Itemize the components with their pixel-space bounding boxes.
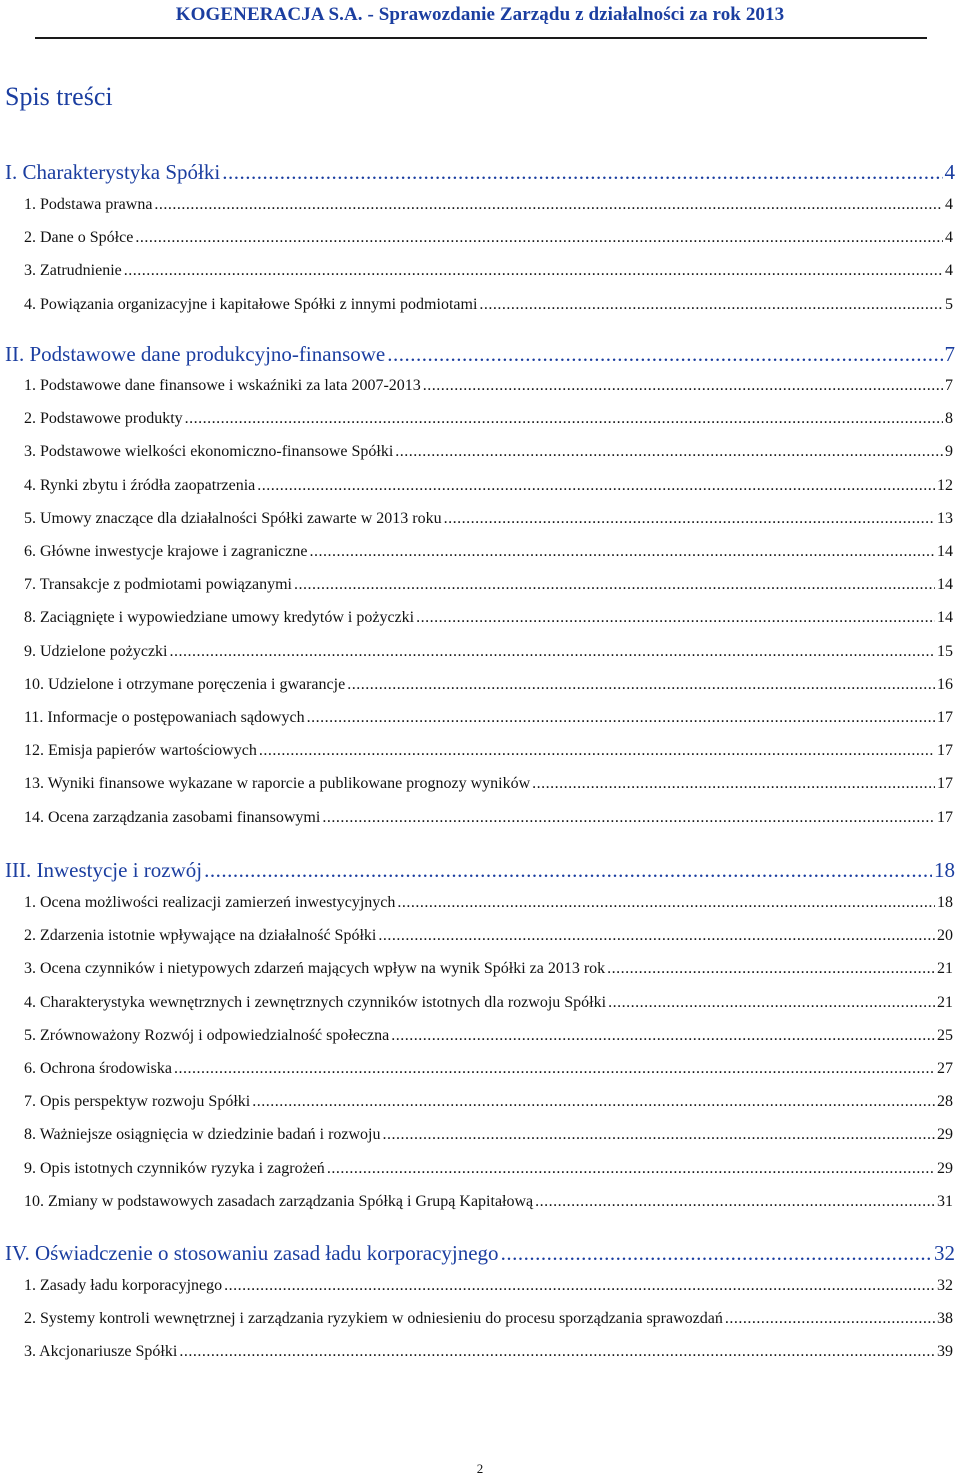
toc-entry-title: 3. Akcjonariusze Spółki xyxy=(24,1343,178,1360)
toc-entry-page: 4 xyxy=(944,160,955,184)
toc-entry-page: 29 xyxy=(937,1126,953,1143)
toc-item-entry[interactable] xyxy=(24,775,953,793)
dot-leader xyxy=(479,296,943,314)
toc-item-entry[interactable] xyxy=(24,262,953,280)
toc-item-entry[interactable] xyxy=(24,229,953,247)
dot-leader xyxy=(501,1241,932,1266)
toc-entry-page: 17 xyxy=(937,809,953,826)
toc-item-entry[interactable] xyxy=(24,196,953,214)
toc-item-entry[interactable] xyxy=(24,377,953,395)
toc-entry-title: 1. Podstawa prawna xyxy=(24,196,153,213)
toc-entry-page: 12 xyxy=(937,477,953,494)
toc-entry-title: 13. Wyniki finansowe wykazane w raporcie a publikowane prognozy wyników xyxy=(24,775,531,792)
dot-leader xyxy=(532,775,935,793)
toc-entry-title: 7. Opis perspektyw rozwoju Spółki xyxy=(24,1093,251,1110)
toc-item-entry[interactable] xyxy=(24,643,953,661)
toc-entry-page: 39 xyxy=(937,1343,953,1360)
dot-leader xyxy=(395,443,943,461)
toc-entry-page: 14 xyxy=(937,609,953,626)
toc-item-entry[interactable] xyxy=(24,443,953,461)
toc-entry-title: III. Inwestycje i rozwój xyxy=(5,858,203,882)
toc-entry-title: 5. Zrównoważony Rozwój i odpowiedzialność społeczna xyxy=(24,1027,390,1044)
dot-leader xyxy=(725,1310,935,1328)
dot-leader xyxy=(327,1160,935,1178)
toc-item-entry[interactable] xyxy=(24,809,953,827)
toc-item-entry[interactable] xyxy=(24,742,953,760)
toc-item-entry[interactable] xyxy=(24,676,953,694)
toc-entry-page: 13 xyxy=(937,510,953,527)
page-number: 2 xyxy=(476,1461,484,1476)
toc-entry-page: 14 xyxy=(937,576,953,593)
toc-item-entry[interactable] xyxy=(24,1343,953,1361)
toc-entry-page: 14 xyxy=(937,543,953,560)
dot-leader xyxy=(135,229,943,247)
toc-entry-title: 8. Zaciągnięte i wypowiedziane umowy kredytów i pożyczki xyxy=(24,609,415,626)
toc-entry-title: 2. Dane o Spółce xyxy=(24,229,134,246)
toc-item-entry[interactable] xyxy=(24,1277,953,1295)
toc-item-entry[interactable] xyxy=(24,709,953,727)
toc-item-entry[interactable] xyxy=(24,927,953,945)
toc-item-entry[interactable] xyxy=(24,1093,953,1111)
toc-entry-page: 4 xyxy=(945,196,953,213)
dot-leader xyxy=(179,1343,935,1361)
dot-leader xyxy=(257,477,935,495)
toc-item-entry[interactable] xyxy=(24,960,953,978)
toc-entry-page: 9 xyxy=(945,443,953,460)
toc-entry-page: 31 xyxy=(937,1193,953,1210)
toc-entry-title: 4. Rynki zbytu i źródła zaopatrzenia xyxy=(24,477,256,494)
toc-entry-page: 16 xyxy=(937,676,953,693)
toc-item-entry[interactable] xyxy=(24,1027,953,1045)
toc-entry-title: I. Charakterystyka Spółki xyxy=(5,160,221,184)
dot-leader xyxy=(259,742,935,760)
toc-entry-title: 3. Podstawowe wielkości ekonomiczno-finansowe Spółki xyxy=(24,443,394,460)
dot-leader xyxy=(252,1093,935,1111)
toc-entry-title: 12. Emisja papierów wartościowych xyxy=(24,742,257,759)
toc-entry-title: 5. Umowy znaczące dla działalności Spółki zawarte w 2013 roku xyxy=(24,510,442,527)
toc-item-entry[interactable] xyxy=(24,1126,953,1144)
toc-entry-title: 2. Podstawowe produkty xyxy=(24,410,183,427)
toc-entry-title: 8. Ważniejsze osiągnięcia w dziedzinie badań i rozwoju xyxy=(24,1126,381,1143)
toc-entry-page: 20 xyxy=(937,927,953,944)
dot-leader xyxy=(222,160,942,185)
dot-leader xyxy=(397,894,935,912)
dot-leader xyxy=(174,1060,935,1078)
toc-entry-page: 17 xyxy=(937,742,953,759)
toc-entry-page: 4 xyxy=(945,262,953,279)
toc-section-entry[interactable] xyxy=(5,858,955,883)
toc-heading: Spis treści xyxy=(5,82,113,111)
toc-entry-page: 25 xyxy=(937,1027,953,1044)
toc-entry-page: 15 xyxy=(937,643,953,660)
toc-entry-title: 3. Zatrudnienie xyxy=(24,262,122,279)
dot-leader xyxy=(170,643,936,661)
toc-entry-title: 9. Udzielone pożyczki xyxy=(24,643,168,660)
toc-entry-page: 4 xyxy=(945,229,953,246)
toc-entry-title: 7. Transakcje z podmiotami powiązanymi xyxy=(24,576,292,593)
toc-entry-page: 5 xyxy=(945,296,953,313)
toc-entry-page: 7 xyxy=(945,377,953,394)
dot-leader xyxy=(294,576,935,594)
toc-item-entry[interactable] xyxy=(24,1060,953,1078)
dot-leader xyxy=(224,1277,935,1295)
toc-entry-title: IV. Oświadczenie o stosowaniu zasad ładu korporacyjnego xyxy=(5,1241,499,1265)
toc-item-entry[interactable] xyxy=(24,543,953,561)
toc-item-entry[interactable] xyxy=(24,296,953,314)
toc-section-entry[interactable] xyxy=(5,160,955,185)
toc-entry-page: 8 xyxy=(945,410,953,427)
dot-leader xyxy=(347,676,935,694)
toc-entry-title: 11. Informacje o postępowaniach sądowych xyxy=(24,709,305,726)
toc-entry-page: 32 xyxy=(937,1277,953,1294)
toc-entry-title: 6. Ochrona środowiska xyxy=(24,1060,172,1077)
dot-leader xyxy=(607,960,935,978)
dot-leader xyxy=(608,994,935,1012)
toc-entry-title: 10. Udzielone i otrzymane poręczenia i gwarancje xyxy=(24,676,346,693)
toc-entry-title: 10. Zmiany w podstawowych zasadach zarządzania Spółką i Grupą Kapitałową xyxy=(24,1193,534,1210)
dot-leader xyxy=(535,1193,935,1211)
toc-entry-page: 32 xyxy=(934,1241,955,1265)
toc-item-entry[interactable] xyxy=(24,410,953,428)
toc-entry-title: 4. Charakterystyka wewnętrznych i zewnętrznych czynników istotnych dla rozwoju Spółki xyxy=(24,994,607,1011)
toc-entry-page: 21 xyxy=(937,994,953,1011)
dot-leader xyxy=(391,1027,935,1045)
toc-entry-title: 2. Zdarzenia istotnie wpływające na działalność Spółki xyxy=(24,927,377,944)
toc-entry-title: 6. Główne inwestycje krajowe i zagraniczne xyxy=(24,543,308,560)
toc-entry-page: 17 xyxy=(937,709,953,726)
toc-item-entry[interactable] xyxy=(24,994,953,1012)
dot-leader xyxy=(444,510,935,528)
dot-leader xyxy=(185,410,943,428)
dot-leader xyxy=(416,609,935,627)
dot-leader xyxy=(154,196,943,214)
toc-entry-title: II. Podstawowe dane produkcyjno-finansowe xyxy=(5,342,386,366)
toc-entry-page: 17 xyxy=(937,775,953,792)
toc-entry-page: 38 xyxy=(937,1310,953,1327)
dot-leader xyxy=(124,262,943,280)
dot-leader xyxy=(204,858,932,883)
toc-entry-page: 27 xyxy=(937,1060,953,1077)
toc-entry-page: 18 xyxy=(934,858,955,882)
dot-leader xyxy=(423,377,943,395)
toc-entry-title: 1. Zasady ładu korporacyjnego xyxy=(24,1277,223,1294)
toc-item-entry[interactable] xyxy=(24,576,953,594)
toc-entry-title: 1. Podstawowe dane finansowe i wskaźniki za lata 2007-2013 xyxy=(24,377,421,394)
page-header-title: KOGENERACJA S.A. - Sprawozdanie Zarządu z działalności za rok 2013 xyxy=(175,4,785,25)
toc-entry-page: 18 xyxy=(937,894,953,911)
toc-entry-page: 7 xyxy=(944,342,955,366)
dot-leader xyxy=(378,927,935,945)
dot-leader xyxy=(387,342,942,367)
toc-section-entry[interactable] xyxy=(5,1241,955,1266)
dot-leader xyxy=(383,1126,936,1144)
toc-entry-title: 1. Ocena możliwości realizacji zamierzeń inwestycyjnych xyxy=(24,894,396,911)
dot-leader xyxy=(309,543,935,561)
toc-item-entry[interactable] xyxy=(24,510,953,528)
toc-entry-page: 21 xyxy=(937,960,953,977)
toc-item-entry[interactable] xyxy=(24,1160,953,1178)
toc-entry-title: 3. Ocena czynników i nietypowych zdarzeń mających wpływ na wynik Spółki za 2013 rok xyxy=(24,960,606,977)
toc-item-entry[interactable] xyxy=(24,609,953,627)
dot-leader xyxy=(322,809,935,827)
toc-item-entry[interactable] xyxy=(24,894,953,912)
toc-entry-title: 14. Ocena zarządzania zasobami finansowymi xyxy=(24,809,321,826)
toc-entry-title: 9. Opis istotnych czynników ryzyka i zagrożeń xyxy=(24,1160,325,1177)
toc-item-entry[interactable] xyxy=(24,477,953,495)
toc-entry-page: 28 xyxy=(937,1093,953,1110)
toc-item-entry[interactable] xyxy=(24,1193,953,1211)
toc-section-entry[interactable] xyxy=(5,342,955,367)
dot-leader xyxy=(307,709,935,727)
toc-entry-page: 29 xyxy=(937,1160,953,1177)
toc-entry-title: 2. Systemy kontroli wewnętrznej i zarządzania ryzykiem w odniesieniu do procesu sporządzania sprawozdań xyxy=(24,1310,723,1327)
toc-entry-title: 4. Powiązania organizacyjne i kapitałowe Spółki z innymi podmiotami xyxy=(24,296,478,313)
toc-item-entry[interactable] xyxy=(24,1310,953,1328)
